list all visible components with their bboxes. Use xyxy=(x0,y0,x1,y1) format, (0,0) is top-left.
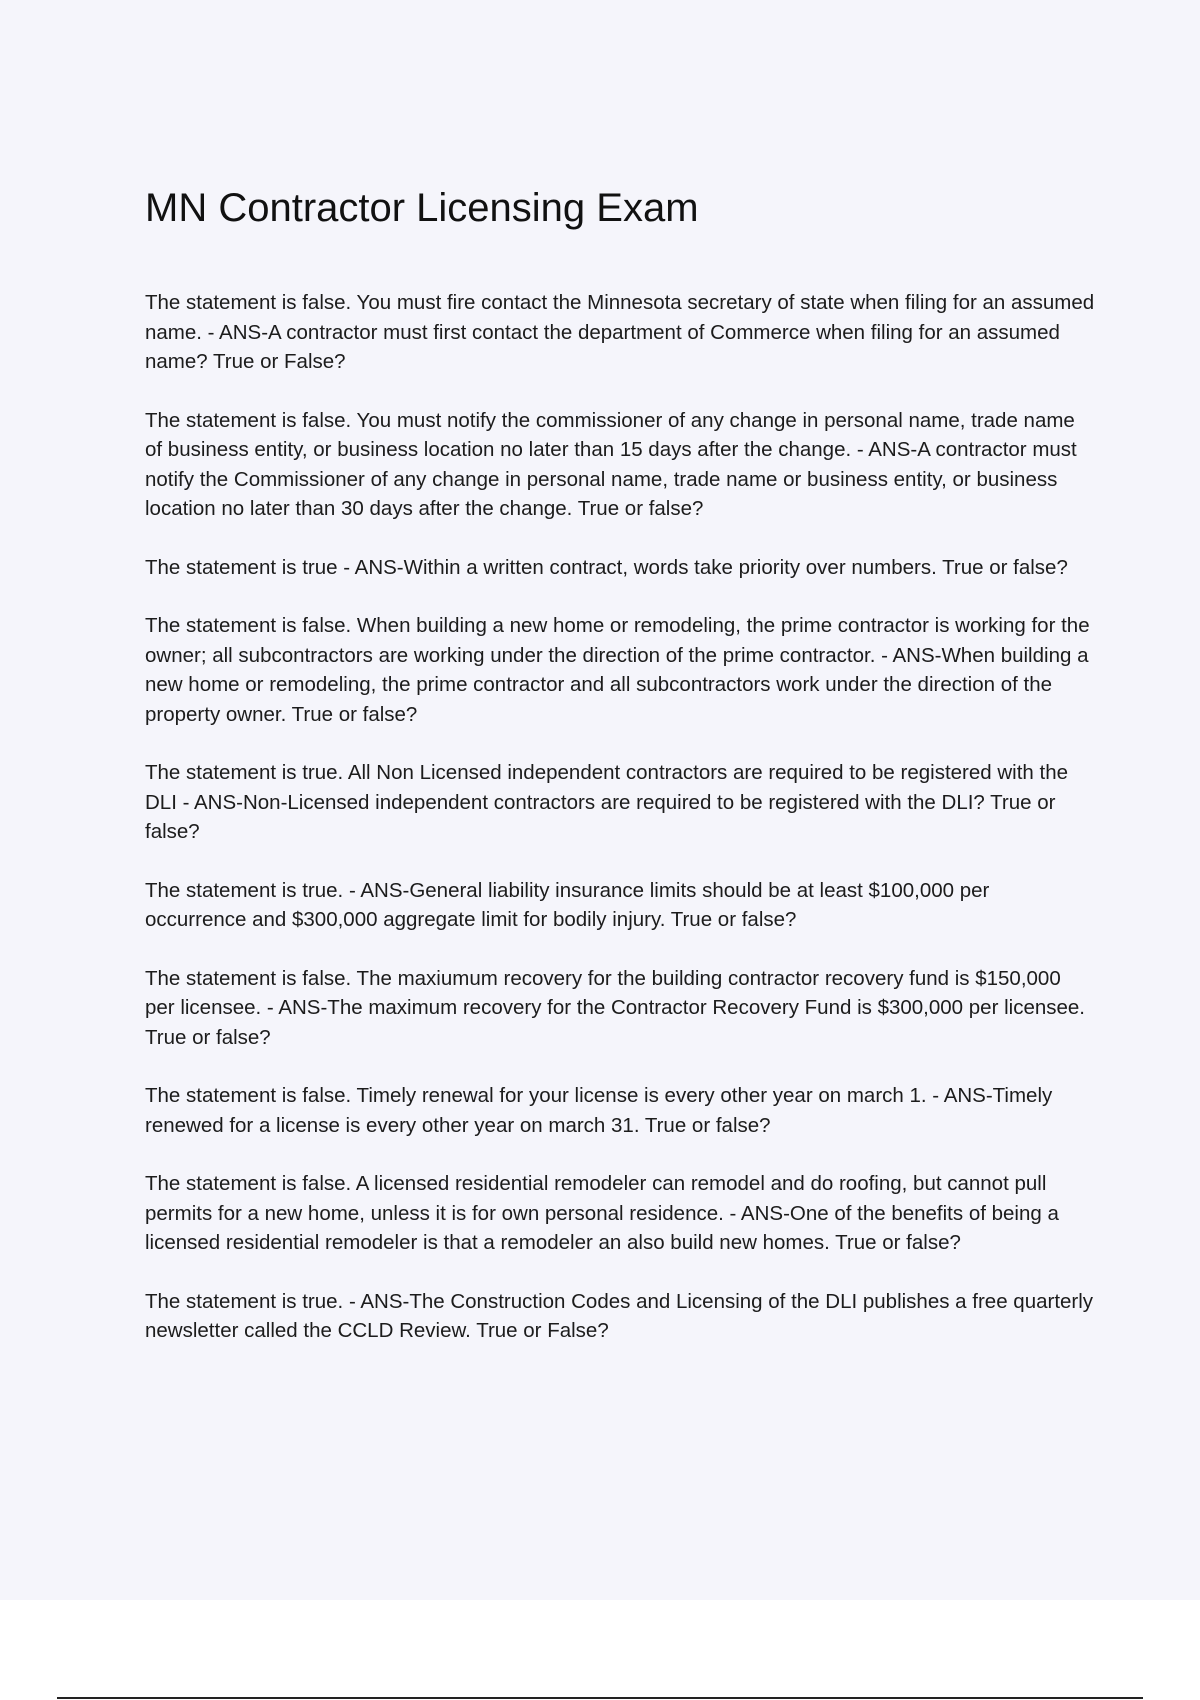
qa-entry: The statement is false. Timely renewal for your license is every other year on march 1. - ANS-Timely renewed for a license is every other year on march 31. True or false? xyxy=(145,1084,1053,1137)
qa-entry: The statement is false. The maxiumum recovery for the building contractor recovery fund is $150,000 per licensee. - ANS-The maximum recovery for the Contractor Recovery Fund is $300,000 per licensee. True or false? xyxy=(145,966,1085,1049)
document-content xyxy=(145,180,1095,1375)
qa-entry: The statement is true. All Non Licensed independent contractors are required to be registered with the DLI - ANS-Non-Licensed independent contractors are required to be registered with the DLI? True or false? xyxy=(145,761,1069,843)
qa-entry: The statement is true. - ANS-The Construction Codes and Licensing of the DLI publishes a free quarterly newsletter called the CCLD Review. True or False? xyxy=(145,1289,1094,1342)
qa-entry: The statement is true. - ANS-General liability insurance limits should be at least $100,000 per occurrence and $300,000 aggregate limit for bodily injury. True or false? xyxy=(145,878,990,931)
qa-entry: The statement is false. You must fire contact the Minnesota secretary of state when filing for an assumed name. - ANS-A contractor must first contact the department of Commerce when filing for an assumed name? True or False? xyxy=(145,291,1095,373)
document-title: MN Contractor Licensing Exam xyxy=(145,186,699,230)
qa-entry: The statement is false. You must notify the commissioner of any change in personal name, trade name of business entity, or business location no later than 15 days after the change. - ANS-A contractor must notify the Commissioner of any change in personal name, trade name or business entity, or business location no later than 30 days after the change. True or false? xyxy=(145,408,1077,520)
qa-entry: The statement is false. When building a new home or remodeling, the prime contractor is working for the owner; all subcontractors are working under the direction of the prime contractor. - ANS-When building a new home or remodeling, the prime contractor and all subcontractors work under the direction of the property owner. True or false? xyxy=(145,614,1090,726)
footer-divider xyxy=(57,1697,1143,1699)
qa-entry: The statement is true - ANS-Within a written contract, words take priority over numbers. True or false? xyxy=(145,555,1068,579)
qa-entry: The statement is false. A licensed residential remodeler can remodel and do roofing, but cannot pull permits for a new home, unless it is for own personal residence. - ANS-One of the benefits of being a licensed residential remodeler is that a remodeler an also build new homes. True or false? xyxy=(145,1172,1059,1254)
